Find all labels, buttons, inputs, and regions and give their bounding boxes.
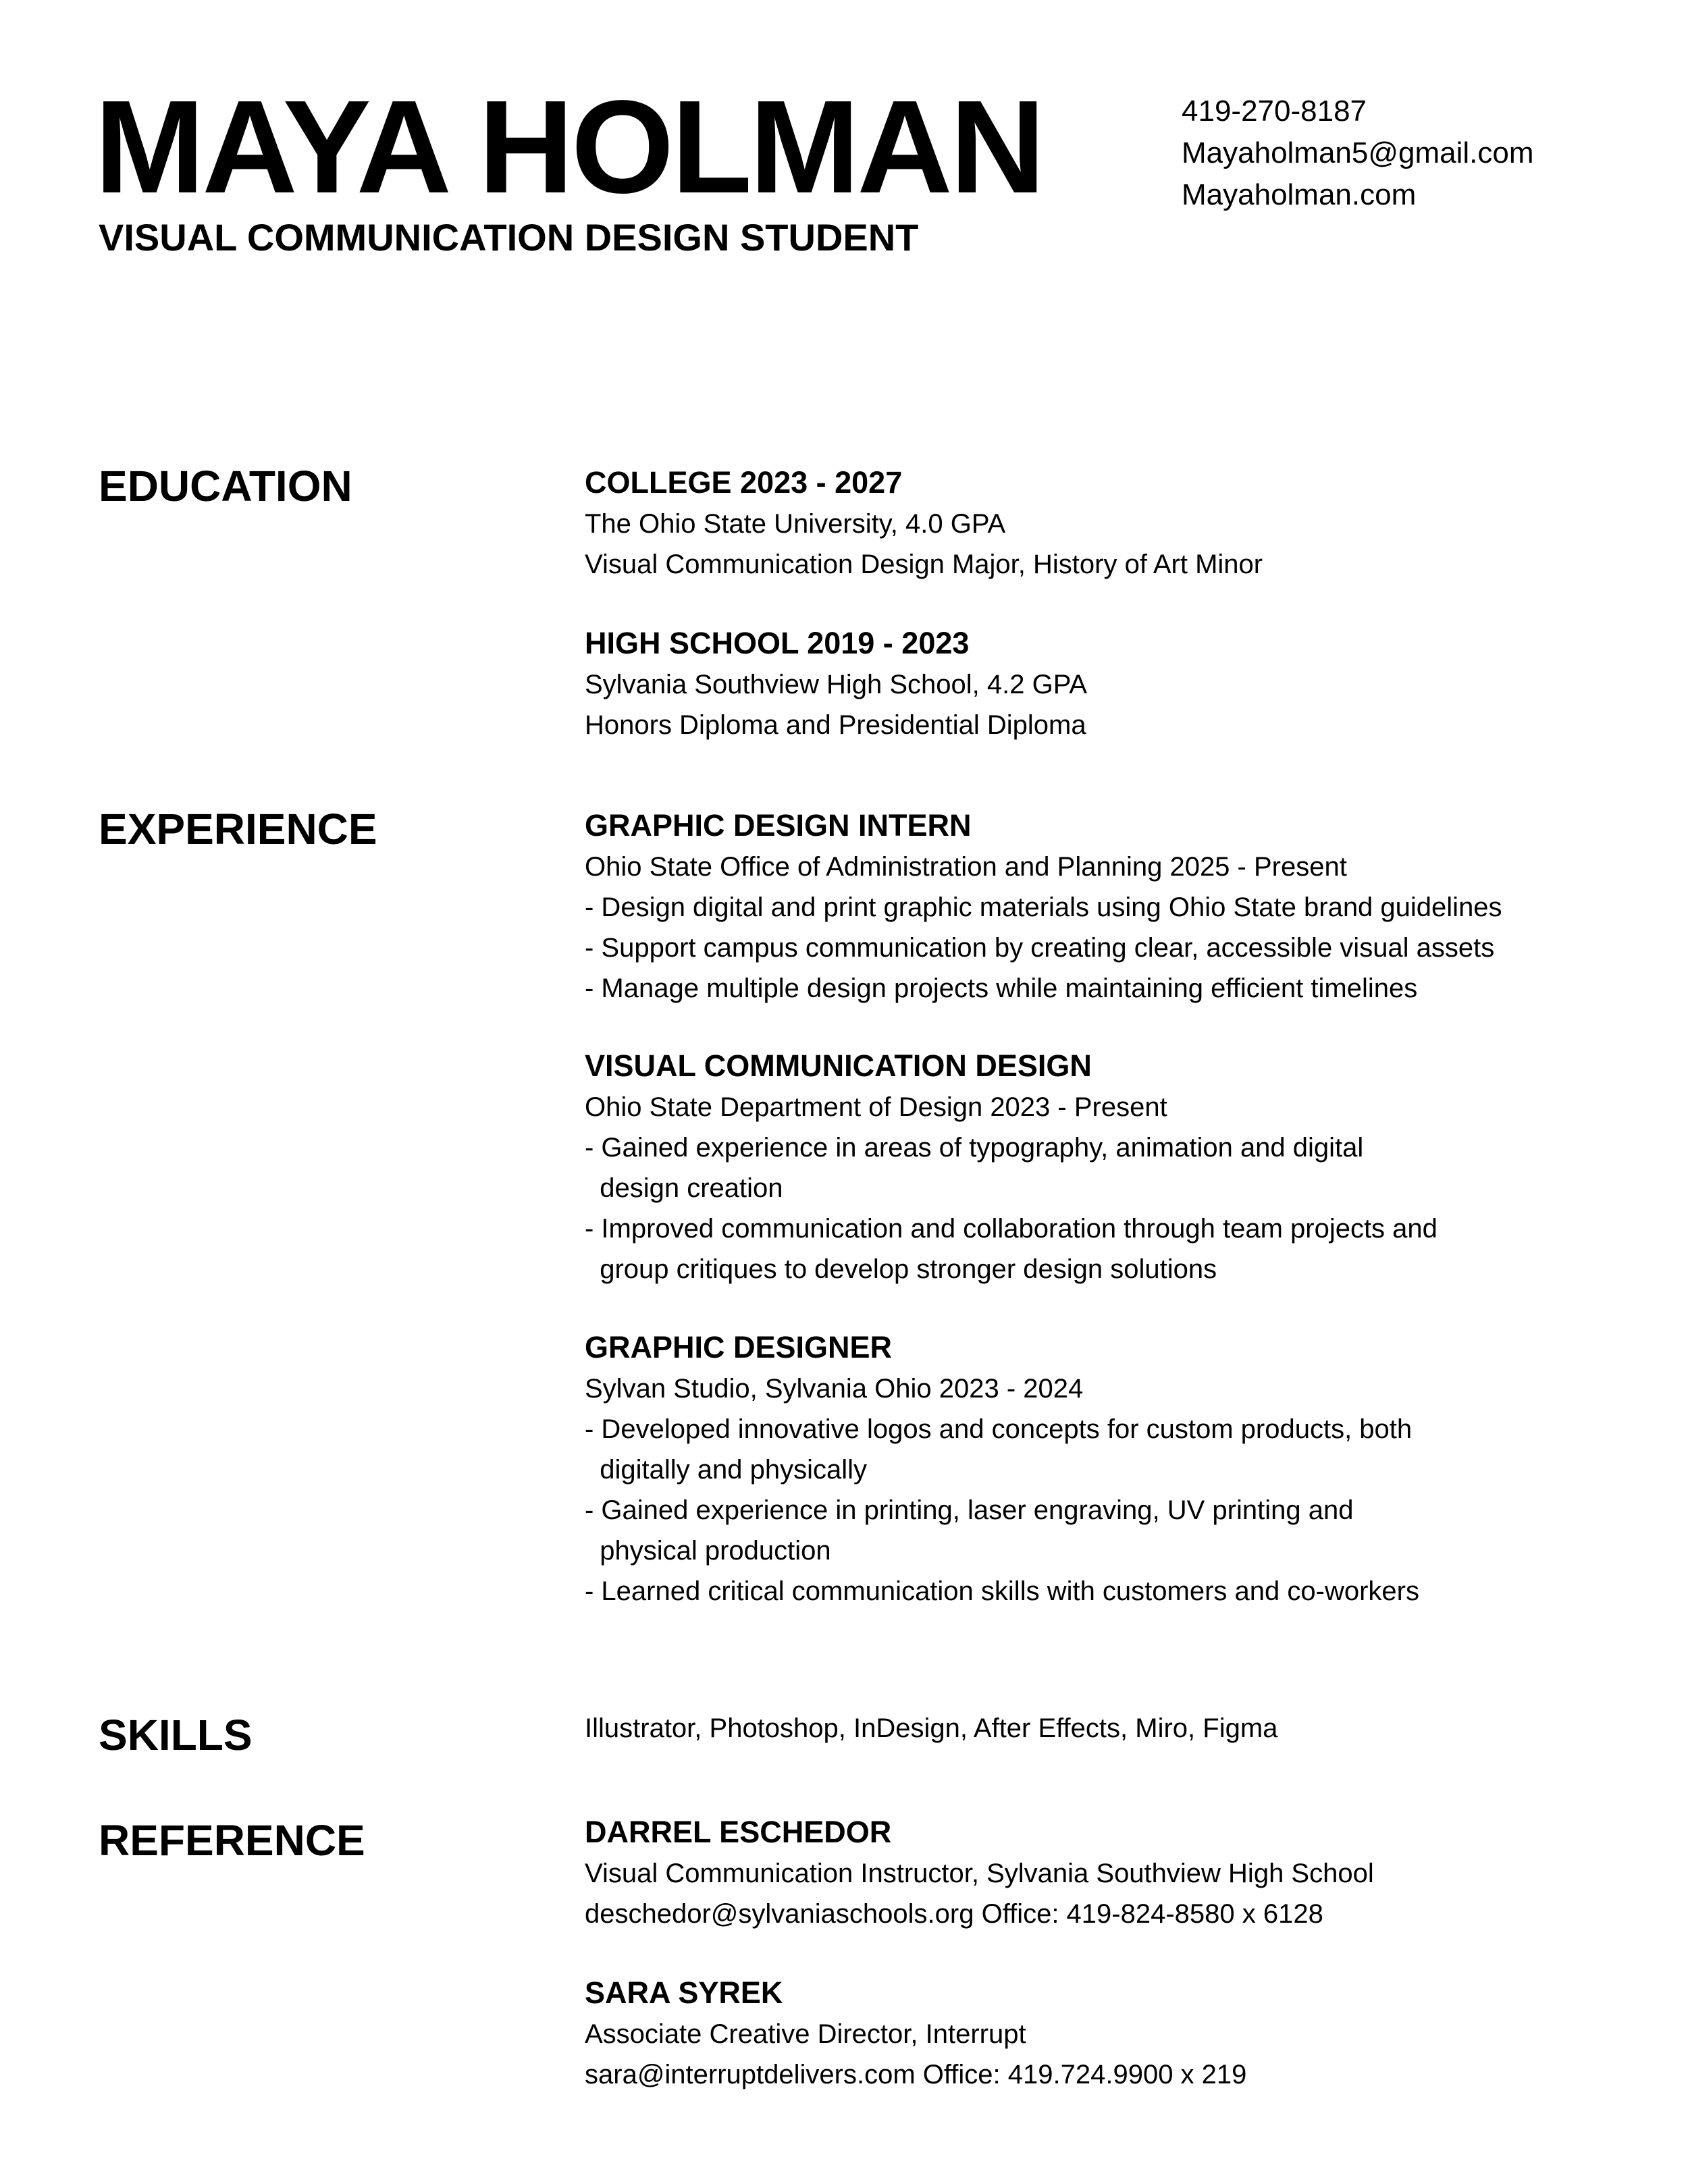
experience-heading: EXPERIENCE — [99, 805, 377, 853]
entry-title: VISUAL COMMUNICATION DESIGN — [585, 1048, 1092, 1083]
entry-title: GRAPHIC DESIGNER — [585, 1330, 893, 1364]
entry-title: HIGH SCHOOL 2019 - 2023 — [585, 626, 970, 660]
entry-line: - Design digital and print graphic materials using Ohio State brand guidelines — [585, 893, 1502, 922]
entry-title: SARA SYREK — [585, 1975, 783, 2010]
education-entry-high-school — [585, 622, 1618, 745]
entry-line: Visual Communication Design Major, History of Art Minor — [585, 550, 1263, 579]
entry-title: COLLEGE 2023 - 2027 — [585, 465, 903, 500]
experience-entry-intern — [585, 805, 1618, 1009]
entry-line: design creation — [585, 1173, 783, 1203]
email-address[interactable]: Mayaholman5@gmail.com — [1182, 136, 1534, 169]
entry-line: Ohio State Department of Design 2023 - Present — [585, 1092, 1167, 1122]
entry-line: Ohio State Office of Administration and Planning 2025 - Present — [585, 852, 1347, 882]
entry-title: DARREL ESCHEDOR — [585, 1815, 892, 1849]
entry-line: Sylvania Southview High School, 4.2 GPA — [585, 670, 1088, 699]
entry-line: - Learned critical communication skills with customers and co-workers — [585, 1576, 1419, 1606]
entry-line: group critiques to develop stronger design solutions — [585, 1254, 1217, 1284]
experience-entry-vcd — [585, 1045, 1618, 1289]
reference-heading: REFERENCE — [99, 1816, 365, 1865]
entry-line: sara@interruptdelivers.com Office: 419.724.9900 x 219 — [585, 2060, 1247, 2089]
entry-line: Visual Communication Instructor, Sylvania Southview High School — [585, 1859, 1374, 1888]
entry-line: - Improved communication and collaboration through team projects and — [585, 1214, 1438, 1244]
entry-line: - Gained experience in printing, laser engraving, UV printing and — [585, 1495, 1354, 1525]
reference-entry-syrek — [585, 1972, 1618, 2095]
entry-line: - Developed innovative logos and concepts for custom products, both — [585, 1414, 1413, 1444]
resume-name: MAYA HOLMAN — [95, 73, 1043, 221]
entry-line: The Ohio State University, 4.0 GPA — [585, 509, 1006, 539]
website-link[interactable]: Mayaholman.com — [1182, 178, 1417, 211]
entry-line: digitally and physically — [585, 1455, 867, 1485]
entry-line: deschedor@sylvaniaschools.org Office: 419-824-8580 x 6128 — [585, 1899, 1323, 1929]
experience-entry-designer — [585, 1327, 1618, 1612]
education-entry-college — [585, 462, 1618, 585]
entry-title: GRAPHIC DESIGN INTERN — [585, 808, 972, 843]
entry-line: - Gained experience in areas of typography, animation and digital — [585, 1133, 1364, 1163]
entry-line: physical production — [585, 1536, 831, 1566]
entry-line: Sylvan Studio, Sylvania Ohio 2023 - 2024 — [585, 1374, 1084, 1404]
phone-number[interactable]: 419-270-8187 — [1182, 95, 1367, 128]
entry-line: - Manage multiple design projects while maintaining efficient timelines — [585, 974, 1418, 1003]
entry-line: Associate Creative Director, Interrupt — [585, 2019, 1026, 2049]
education-heading: EDUCATION — [99, 462, 352, 510]
entry-line: - Support campus communication by creating clear, accessible visual assets — [585, 933, 1495, 963]
skills-text: Illustrator, Photoshop, InDesign, After Effects, Miro, Figma — [585, 1713, 1278, 1743]
skills-heading: SKILLS — [99, 1711, 253, 1759]
entry-line: Honors Diploma and Presidential Diploma — [585, 710, 1086, 740]
skills-list — [585, 1708, 1618, 1749]
reference-entry-eschedor — [585, 1811, 1618, 1934]
contact-info — [1182, 90, 1534, 216]
resume-subtitle: VISUAL COMMUNICATION DESIGN STUDENT — [99, 216, 919, 259]
